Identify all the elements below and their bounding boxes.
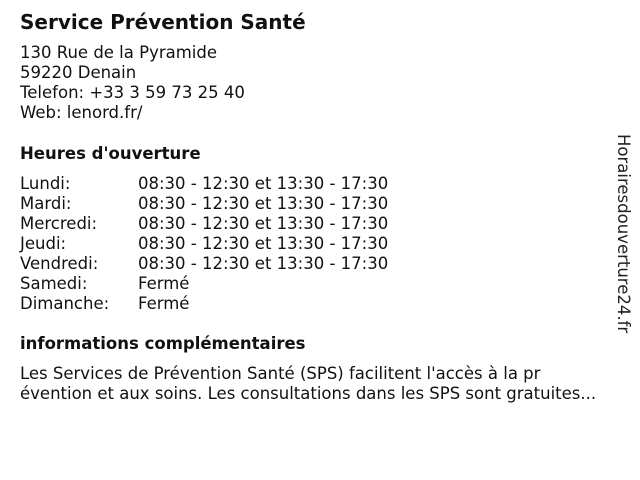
website-link[interactable]: Web: lenord.fr/ <box>20 103 143 122</box>
address-city: 59220 Denain <box>20 63 137 82</box>
description-line: évention et aux soins. Les consultations dans les SPS sont gratuites... <box>20 384 597 403</box>
day-hours: 08:30 - 12:30 et 13:30 - 17:30 <box>138 214 389 233</box>
hours-row-saturday <box>20 274 440 294</box>
info-heading: informations complémentaires <box>20 334 306 353</box>
hours-row-thursday <box>20 234 440 254</box>
address-street: 130 Rue de la Pyramide <box>20 43 218 62</box>
day-hours: Fermé <box>138 274 190 293</box>
day-label: Mercredi: <box>20 214 98 233</box>
day-hours: 08:30 - 12:30 et 13:30 - 17:30 <box>138 254 389 273</box>
day-label: Mardi: <box>20 194 72 213</box>
day-label: Vendredi: <box>20 254 99 273</box>
business-name: Service Prévention Santé <box>20 10 306 34</box>
hours-heading: Heures d'ouverture <box>20 144 201 163</box>
hours-row-monday <box>20 174 440 194</box>
day-hours: 08:30 - 12:30 et 13:30 - 17:30 <box>138 234 389 253</box>
day-hours: 08:30 - 12:30 et 13:30 - 17:30 <box>138 194 389 213</box>
day-label: Jeudi: <box>20 234 67 253</box>
hours-table <box>20 174 440 314</box>
description-line: Les Services de Prévention Santé (SPS) facilitent l'accès à la pr <box>20 364 541 383</box>
hours-row-sunday <box>20 294 440 314</box>
day-label: Samedi: <box>20 274 88 293</box>
phone-number[interactable]: Telefon: +33 3 59 73 25 40 <box>20 83 245 102</box>
address-block <box>20 43 245 123</box>
hours-row-tuesday <box>20 194 440 214</box>
watermark-text: Horairesdouverture24.fr <box>614 134 633 334</box>
day-label: Lundi: <box>20 174 71 193</box>
hours-row-friday <box>20 254 440 274</box>
day-hours: 08:30 - 12:30 et 13:30 - 17:30 <box>138 174 389 193</box>
day-label: Dimanche: <box>20 294 110 313</box>
hours-row-wednesday <box>20 214 440 234</box>
day-hours: Fermé <box>138 294 190 313</box>
watermark <box>612 134 634 349</box>
info-description <box>20 364 630 404</box>
